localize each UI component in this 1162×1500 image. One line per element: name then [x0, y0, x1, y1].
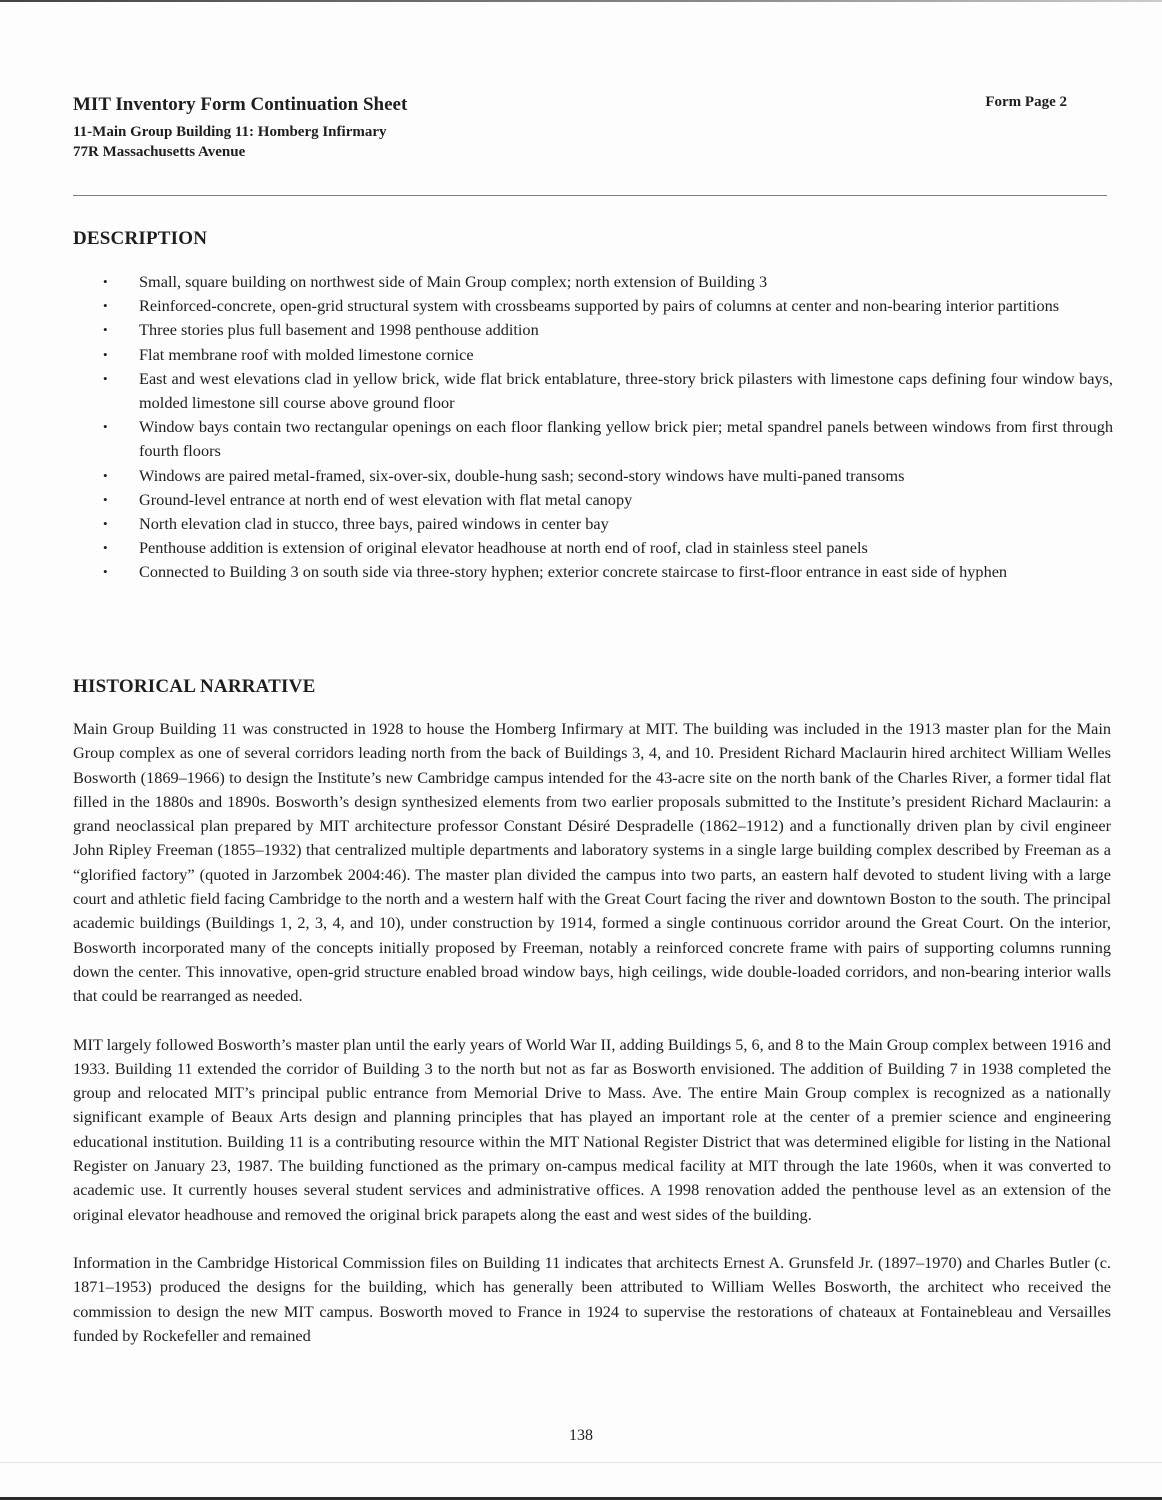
- bullet-icon: •: [103, 516, 108, 532]
- building-name: 11-Main Group Building 11: Homberg Infirmary: [73, 124, 387, 140]
- description-item-text: North elevation clad in stucco, three bays, paired windows in center bay: [139, 514, 609, 534]
- description-item: [73, 318, 1113, 342]
- bullet-icon: •: [103, 564, 108, 580]
- description-item-text: Reinforced-concrete, open-grid structural system with crossbeams supported by pairs of columns at center and non-bearing interior partitions: [139, 296, 1060, 316]
- description-list: [73, 270, 1113, 585]
- description-item-text: Penthouse addition is extension of original elevator headhouse at north end of roof, clad in stainless steel panels: [139, 538, 868, 558]
- description-item-text: Windows are paired metal-framed, six-over-six, double-hung sash; second-story windows have multi-paned transoms: [139, 465, 905, 485]
- bullet-icon: •: [103, 274, 108, 289]
- page-header: [73, 92, 1111, 177]
- narrative-paragraph: Main Group Building 11 was constructed in 1928 to house the Homberg Infirmary at MIT. The building was included in the 1913 master plan for the Main Group complex as one of several corridors leading north from the back of Buildings 3, 4, and 10. President Richard Maclaurin hired architect William Welles Bosworth (1869–1966) to design the Institute’s new Cambridge campus intended for the 43-acre site on the north bank of the Charles River, a former tidal flat filled in the 1880s and 1890s. Bosworth’s design synthesized elements from two earlier proposals submitted to the Institute’s president Richard Maclaurin: a grand neoclassical plan prepared by MIT architecture professor Constant Désiré Despradelle (1862–1912) and a functionally driven plan by civil engineer John Ripley Freeman (1855–1932) that centralized multiple departments and laboratory systems in a single large building complex described by Freeman as a “glorified factory” (quoted in Jarzombek 2004:46). The master plan divided the campus into two parts, an eastern half devoted to student living with a large court and athletic field facing Cambridge to the north and a western half with the Great Court facing the river and downtown Boston to the south. The principal academic buildings (Buildings 1, 2, 3, 4, and 10), under construction by 1914, formed a single continuous corridor around the Great Court. On the interior, Bosworth incorporated many of the concepts initially proposed by Freeman, notably a reinforced concrete frame with pairs of supporting columns running down the center. This innovative, open-grid structure enabled broad window bays, high ceilings, wide double-loaded corridors, and non-bearing interior walls that could be rearranged as needed.: [73, 719, 1111, 1006]
- bullet-icon: •: [103, 540, 108, 556]
- description-item-text: Three stories plus full basement and 1998 penthouse addition: [139, 320, 539, 340]
- description-item-text: Flat membrane roof with molded limestone cornice: [139, 344, 474, 364]
- description-item: [73, 536, 1113, 560]
- description-item: [73, 343, 1113, 367]
- form-header: [73, 92, 1111, 177]
- description-item: [73, 488, 1113, 512]
- bullet-icon: •: [103, 491, 108, 507]
- scan-edge-top: [0, 0, 1162, 2]
- description-item: [73, 560, 1113, 584]
- historical-narrative-body: [73, 717, 1111, 1372]
- form-title: MIT Inventory Form Continuation Sheet: [73, 94, 408, 115]
- building-address: 77R Massachusetts Avenue: [73, 144, 246, 160]
- header-divider: [73, 195, 1107, 196]
- description-item: [73, 367, 1113, 415]
- description-item-text: Connected to Building 3 on south side via three-story hyphen; exterior concrete staircase to first-floor entrance in east side of hyphen: [139, 562, 1008, 582]
- bullet-icon: •: [103, 467, 108, 483]
- description-item-text: Window bays contain two rectangular openings on each floor flanking yellow brick pier; metal spandrel panels between windows from first through fourth floors: [139, 417, 1113, 461]
- form-page-label: Form Page 2: [985, 94, 1067, 110]
- historical-narrative-heading: HISTORICAL NARRATIVE: [73, 676, 316, 697]
- description-item-text: East and west elevations clad in yellow brick, wide flat brick entablature, three-story brick pilasters with limestone caps defining four window bays, molded limestone sill course above ground floor: [139, 368, 1113, 413]
- page-number: 138: [569, 1427, 593, 1444]
- bullet-icon: •: [103, 322, 108, 338]
- description-item: [73, 512, 1113, 536]
- narrative-paragraph: MIT largely followed Bosworth’s master plan until the early years of World War II, adding Buildings 5, 6, and 8 to the Main Group complex between 1916 and 1933. Building 11 extended the corridor of Building 3 to the north but not as far as Bosworth envisioned. The addition of Building 7 in 1938 completed the group and relocated MIT’s principal public entrance from Memorial Drive to Mass. Ave. The entire Main Group complex is recognized as a nationally significant example of Beaux Arts design and planning principles that has played an important role at the center of a premier science and engineering educational institution. Building 11 is a contributing resource within the MIT National Register District that was determined eligible for listing in the National Register on January 23, 1987. The building functioned as the primary on-campus medical facility at MIT through the late 1960s, when it was converted to academic use. It currently houses several student services and administrative offices. A 1998 renovation added the penthouse level as an extension of the original elevator headhouse and removed the original brick parapets along the east and west sides of the building.: [73, 1034, 1111, 1224]
- description-item-text: Ground-level entrance at north end of west elevation with flat metal canopy: [139, 489, 633, 509]
- bullet-icon: •: [103, 346, 108, 362]
- bullet-icon: •: [103, 370, 108, 386]
- description-item: [73, 464, 1113, 488]
- description-item: [73, 294, 1113, 318]
- bullet-icon: •: [103, 298, 108, 314]
- scan-fold-line: [0, 1462, 1162, 1463]
- description-item: [73, 415, 1113, 463]
- description-heading: DESCRIPTION: [73, 228, 208, 249]
- description-item-text: Small, square building on northwest side of Main Group complex; north extension of Building 3: [139, 272, 768, 291]
- description-item: [73, 270, 1113, 294]
- bullet-icon: •: [103, 419, 108, 435]
- narrative-paragraph: Information in the Cambridge Historical Commission files on Building 11 indicates that architects Ernest A. Grunsfeld Jr. (1897–1970) and Charles Butler (c. 1871–1953) produced the designs for the building, which has generally been attributed to William Welles Bosworth, the architect who received the commission to design the new MIT campus. Bosworth moved to France in 1924 to supervise the restorations of chateaux at Fontainebleau and Versailles funded by Rockefeller and remained: [73, 1252, 1111, 1345]
